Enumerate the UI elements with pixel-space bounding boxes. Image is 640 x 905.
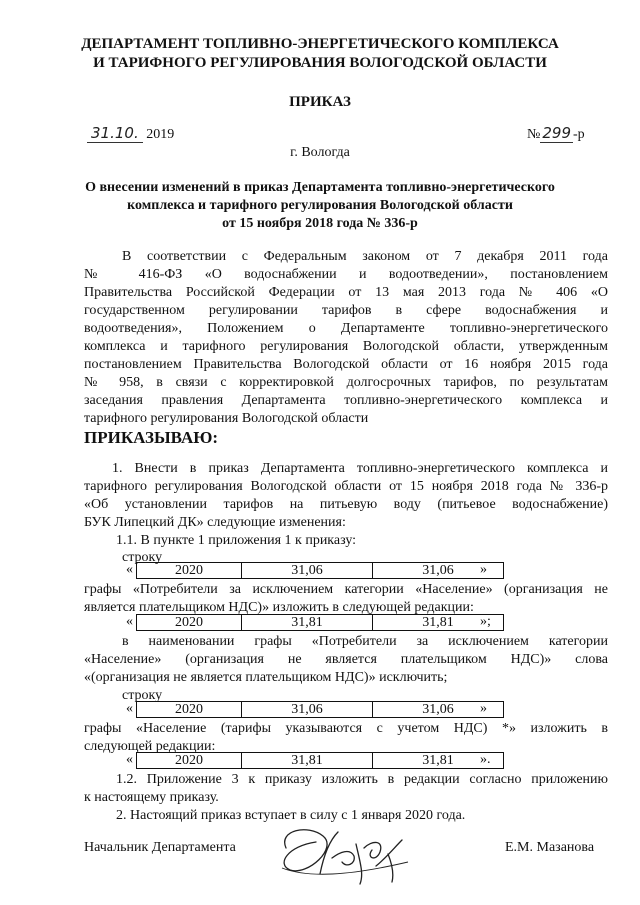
- number-suffix: -р: [573, 127, 585, 142]
- org-name-line1: ДЕПАРТАМЕНТ ТОПЛИВНО-ЭНЕРГЕТИЧЕСКОГО КОМПЛЕКСА: [81, 36, 559, 52]
- quote-close: »: [480, 562, 487, 577]
- item2: 2. Настоящий приказ вступает в силу с 1 января 2020 года.: [116, 808, 466, 823]
- preamble-line: № 416-ФЗ «О водоснабжении и водоотведении», постановлением: [84, 267, 608, 282]
- cell-value: 31,06: [373, 702, 504, 718]
- tariff-row-new: [136, 614, 504, 631]
- cell-value: 31,06: [373, 563, 504, 579]
- preamble-line: комплекса и тарифного регулирования Вологодской области, утвержденным: [84, 339, 608, 354]
- stroku-label: строку: [122, 688, 163, 703]
- subject-line2: комплекса и тарифного регулирования Вологодской области: [127, 198, 513, 213]
- cell-value: 31,06: [242, 702, 373, 718]
- preamble-line: заседания правления Департамента топливно-энергетического комплекса и: [84, 393, 608, 408]
- cell-value: 31,06: [242, 563, 373, 579]
- number-prefix: №: [527, 127, 541, 142]
- quote-close-semicolon: »;: [480, 614, 491, 629]
- date-year: 2019: [146, 127, 175, 142]
- stroku-label: строку: [122, 550, 163, 565]
- item1-line: БУК Липецкий ДК» следующие изменения:: [84, 515, 346, 530]
- handwritten-signature: [268, 818, 418, 890]
- cell-value: 31,81: [373, 753, 504, 769]
- tariff-row-new-2: [136, 752, 504, 769]
- cell-value: 31,81: [373, 615, 504, 631]
- order-date: [87, 124, 174, 143]
- quote-open: «: [126, 614, 133, 629]
- preamble-line: водоотведения», Положением о Департаменте топливно-энергетического: [84, 321, 608, 336]
- cell-value: 31,81: [242, 753, 373, 769]
- text-c-line: графы «Население (тарифы указываются с учетом НДС) *» изложить в: [84, 721, 608, 736]
- item1-line: «Об установлении тарифов на питьевую воду (питьевое водоснабжение): [84, 497, 608, 512]
- preamble-line: постановлением Правительства Вологодской области от 16 ноября 2015 года: [84, 357, 608, 372]
- cell-value: 31,81: [242, 615, 373, 631]
- item1-2-line: к настоящему приказу.: [84, 790, 219, 805]
- preamble-line: В соответствии с Федеральным законом от 7 декабря 2011 года: [122, 249, 608, 264]
- text-b-line: «(организация не является плательщиком НДС)» исключить;: [84, 670, 448, 685]
- signer-name: Е.М. Мазанова: [505, 840, 595, 855]
- quote-open: «: [126, 562, 133, 577]
- item1-line: тарифного регулирования Вологодской области от 15 ноября 2018 года № 336-р: [84, 479, 608, 494]
- date-handwritten: 31.10.: [87, 124, 143, 143]
- item1-line: 1. Внести в приказ Департамента топливно-энергетического комплекса и: [112, 461, 608, 476]
- cell-year: 2020: [137, 753, 242, 769]
- signer-position: Начальник Департамента: [84, 840, 236, 855]
- quote-close-dot: ».: [480, 752, 491, 767]
- item1-1-heading: 1.1. В пункте 1 приложения 1 к приказу:: [116, 533, 357, 548]
- quote-open: «: [126, 752, 133, 767]
- cell-year: 2020: [137, 702, 242, 718]
- subject-line1: О внесении изменений в приказ Департамента топливно-энергетического: [85, 180, 555, 195]
- quote-open: «: [126, 701, 133, 716]
- document-type: ПРИКАЗ: [289, 94, 351, 110]
- text-b-line: «Население» (организация не является плательщиком НДС)» слова: [84, 652, 608, 667]
- preamble-line: № 958, в связи с корректировкой долгосрочных тарифов, по результатам: [84, 375, 608, 390]
- quote-close: »: [480, 701, 487, 716]
- text-a-line: является плательщиком НДС)» изложить в следующей редакции:: [84, 600, 474, 615]
- cell-year: 2020: [137, 615, 242, 631]
- tariff-row-old: [136, 562, 504, 579]
- item1-2-line: 1.2. Приложение 3 к приказу изложить в редакции согласно приложению: [116, 772, 608, 787]
- text-a-line: графы «Потребители за исключением категории «Население» (организация не: [84, 582, 608, 597]
- subject-line3: от 15 ноября 2018 года № 336-р: [222, 216, 418, 231]
- preamble-line: Правительства Российской Федерации от 13 мая 2013 года № 406 «О: [84, 285, 608, 300]
- cell-year: 2020: [137, 563, 242, 579]
- org-name-line2: И ТАРИФНОГО РЕГУЛИРОВАНИЯ ВОЛОГОДСКОЙ ОБЛАСТИ: [93, 55, 547, 71]
- text-c-line: следующей редакции:: [84, 739, 216, 754]
- preamble-line: тарифного регулирования Вологодской области: [84, 411, 369, 426]
- number-handwritten: 299: [542, 124, 571, 142]
- preamble-line: государственном регулировании тарифов в сфере водоснабжения и: [84, 303, 608, 318]
- text-b-line: в наименовании графы «Потребители за исключением категории: [122, 634, 608, 649]
- tariff-row-old-2: [136, 701, 504, 718]
- city: г. Вологда: [290, 145, 350, 160]
- order-word: ПРИКАЗЫВАЮ:: [84, 428, 219, 447]
- order-number: [527, 124, 585, 143]
